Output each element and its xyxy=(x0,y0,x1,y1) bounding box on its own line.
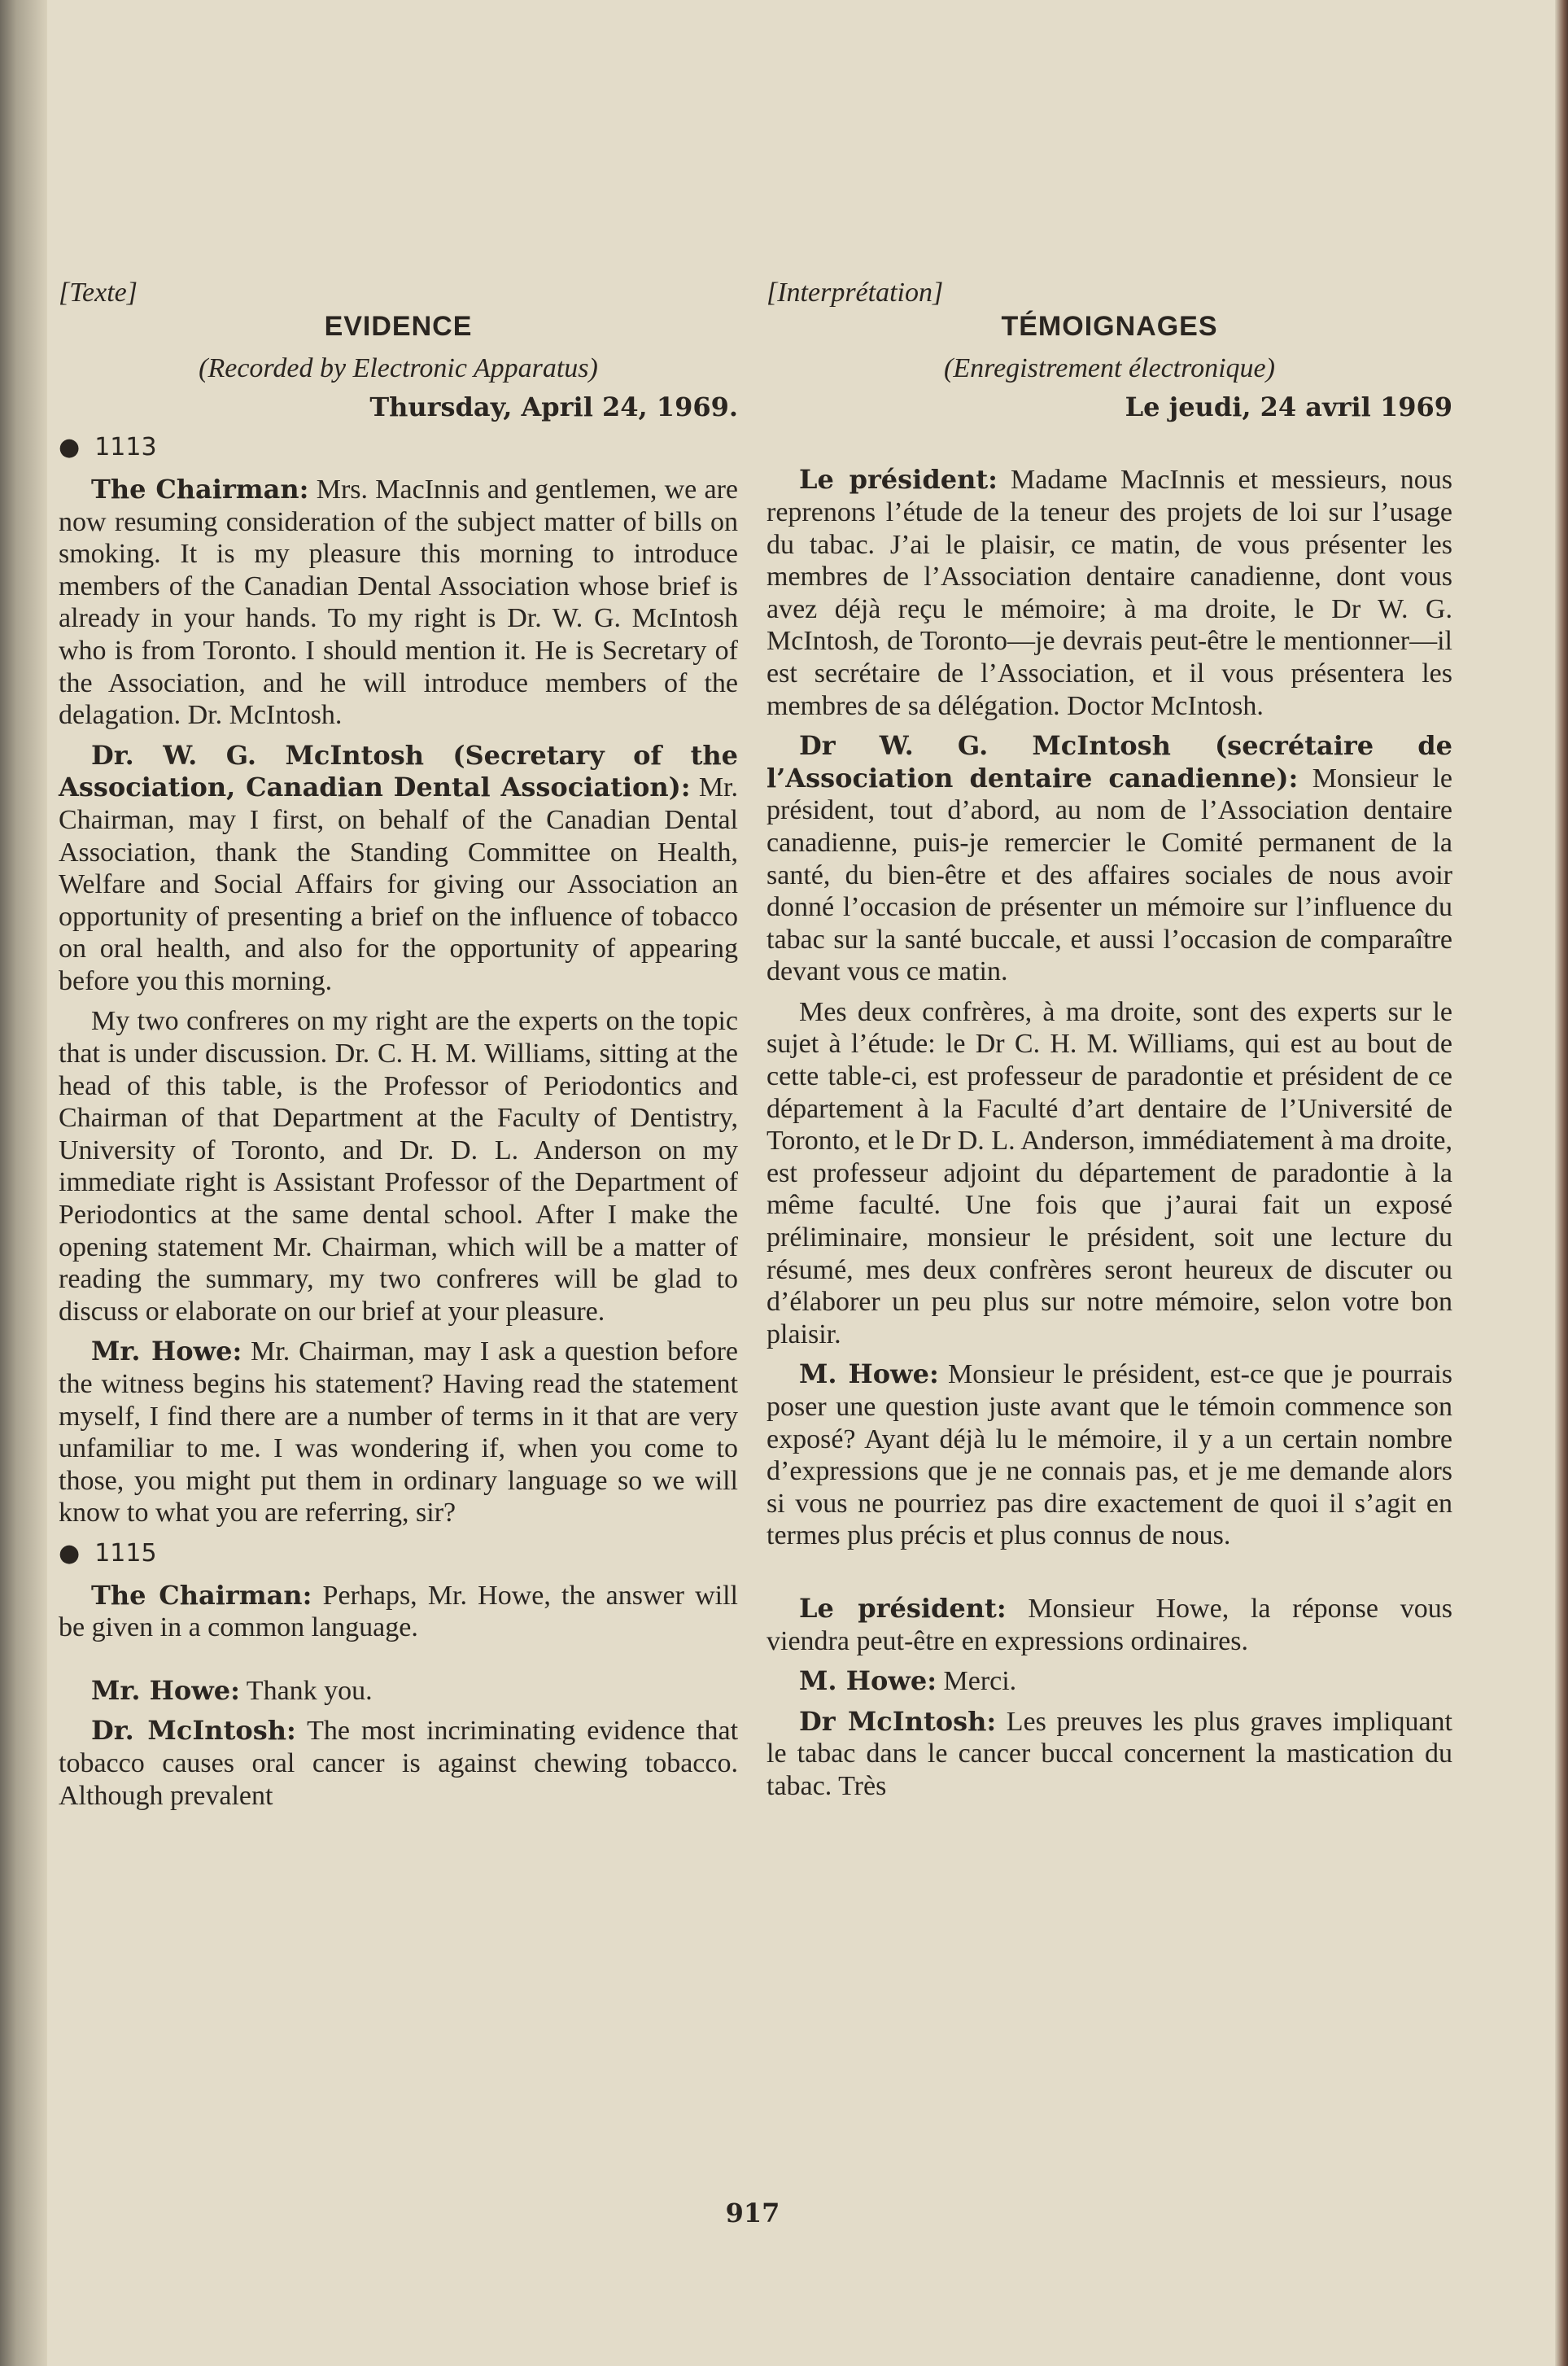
speech-text: Merci. xyxy=(937,1666,1017,1697)
spacer xyxy=(59,1652,738,1675)
spacer xyxy=(767,1560,1452,1593)
binding-shadow xyxy=(0,0,47,2366)
speech-text: Thank you. xyxy=(239,1675,373,1706)
section-subheading: (Enregistrement électronique) xyxy=(944,353,1275,384)
session-date: Thursday, April 24, 1969. xyxy=(369,391,738,422)
time-marker xyxy=(59,431,738,464)
speaker-name: Dr W. G. McIntosh (secrétaire de l’Association dentaire canadienne): xyxy=(767,730,1452,794)
english-column xyxy=(59,277,738,1820)
speech-paragraph xyxy=(767,1593,1452,1657)
speech-paragraph xyxy=(59,1005,738,1327)
speaker-name: Dr. W. G. McIntosh (Secretary of the Association, Canadian Dental Association): xyxy=(59,739,738,803)
speech-paragraph xyxy=(59,1580,738,1644)
text-tag: [Texte] xyxy=(59,278,138,308)
section-heading: TÉMOIGNAGES xyxy=(1001,310,1218,342)
speech-paragraph xyxy=(59,1675,738,1708)
speech-paragraph xyxy=(767,1665,1452,1698)
speaker-name: The Chairman: xyxy=(91,473,309,505)
speaker-name: M. Howe: xyxy=(799,1665,937,1697)
time-marker-value: 1113 xyxy=(94,433,157,462)
speaker-name: Le président: xyxy=(799,1592,1007,1624)
speech-paragraph xyxy=(59,1715,738,1812)
page-edge xyxy=(1555,0,1568,2366)
speaker-name: The Chairman: xyxy=(91,1579,312,1611)
speech-text: Perhaps, Mr. Howe, the answer will be given in a common language. xyxy=(59,1580,739,1643)
speech-text: Mr. Chairman, may I ask a question before the witness begins his statement? Having read the statement myself, I find there are a number of terms in it that are very unfamiliar to me. I was wondering if, when you come to those, you might put them in ordinary language so we will know to what you are referring, sir? xyxy=(59,1336,738,1528)
time-marker-value: 1115 xyxy=(94,1538,157,1568)
speaker-name: Mr. Howe: xyxy=(91,1336,242,1367)
speech-text: Monsieur le président, tout d’abord, au nom de l’Association dentaire canadienne, puis-je remercier le Comité permanent de la santé, du bien-être et des affaires sociales de nous avoir donné l’occasion de présenter un mémoire sur l’influence du tabac sur la santé buccale, et aussi l’occasion de comparaître devant vous ce matin. xyxy=(767,763,1452,987)
speech-paragraph xyxy=(59,474,738,732)
time-marker xyxy=(59,1537,738,1570)
page-number: 917 xyxy=(725,2198,780,2228)
speech-text: Monsieur le président, est-ce que je pourrais poser une question juste avant que le témoin commence son exposé? Ayant déjà lu le mémoire, il y a un certain nombre d’expressions que je ne connais pas, et je me demande alors si vous ne pourriez pas dire exactement de quoi il s’agit en termes plus précis et plus connus de nous. xyxy=(767,1359,1452,1551)
speaker-name: M. Howe: xyxy=(799,1358,939,1390)
text-tag: [Interprétation] xyxy=(767,278,944,308)
speech-paragraph xyxy=(767,730,1452,988)
speaker-name: Le président: xyxy=(799,464,998,496)
speech-text: Les preuves les plus graves impliquant le tabac dans le cancer buccal concernent la mastication du tabac. Très xyxy=(767,1706,1452,1801)
speech-text: Madame MacInnis et messieurs, nous reprenons l’étude de la teneur des projets de loi sur l’usage du tabac. J’ai le plaisir, ce matin, de vous présenter les membres de l’Association dentaire canadienne, dont vous avez déjà reçu le mémoire; à ma droite, le Dr W. G. McIntosh, de Toronto—je devrais peut-être le mentionner—il est secrétaire de l’Association, et il vous présentera les membres de sa délégation. Doctor McIntosh. xyxy=(767,465,1452,721)
french-column xyxy=(767,277,1452,1811)
session-date: Le jeudi, 24 avril 1969 xyxy=(1125,391,1452,422)
spacer xyxy=(767,431,1452,464)
speaker-name: Dr. McIntosh: xyxy=(91,1715,296,1747)
speech-paragraph xyxy=(59,740,738,998)
section-heading: EVIDENCE xyxy=(324,310,473,342)
speech-paragraph xyxy=(59,1336,738,1529)
speaker-name: Mr. Howe: xyxy=(91,1674,240,1706)
speech-text: Monsieur Howe, la réponse vous viendra peut-être en expressions ordinaires. xyxy=(767,1593,1453,1656)
speech-paragraph xyxy=(767,464,1452,722)
speech-text: My two confreres on my right are the experts on the topic that is under discussion. Dr. C. H. M. Williams, sitting at the head of this table, is the Professor of Periodontics and Chairman of that Department at the Faculty of Dentistry, University of Toronto, and Dr. D. L. Anderson on my immediate right is Assistant Professor of the Department of Periodontics at the same dental school. After I make the opening statement Mr. Chairman, which will be a matter of reading the summary, my two confreres will be glad to discuss or elaborate on our brief at your pleasure. xyxy=(59,1006,738,1327)
section-subheading: (Recorded by Electronic Apparatus) xyxy=(199,353,598,384)
speech-text: Mrs. MacInnis and gentlemen, we are now resuming consideration of the subject matter of bills on smoking. It is my pleasure this morning to introduce members of the Canadian Dental Association whose brief is already in your hands. To my right is Dr. W. G. McIntosh who is from Toronto. I should mention it. He is Secretary of the Association, and he will introduce members of the delagation. Dr. McIntosh. xyxy=(59,474,738,731)
speech-text: The most incriminating evidence that tobacco causes oral cancer is against chewing tobacco. Although prevalent xyxy=(59,1716,739,1811)
speech-paragraph xyxy=(767,996,1452,1351)
speech-paragraph xyxy=(767,1358,1452,1552)
bullet-icon: ● xyxy=(59,1538,81,1568)
speech-text: Mes deux confrères, à ma droite, sont des experts sur le sujet à l’étude: le Dr C. H. M. Williams, qui est au bout de cette table-ci, est professeur de paradontie et président de ce département à la Faculté d’art dentaire de l’Université de Toronto, et le Dr D. L. Anderson, immédiatement à ma droite, est professeur adjoint du département de paradontie à la même faculté. Une fois que j’aurai fait un exposé préliminaire, monsieur le président, soit une lecture du résumé, mes deux confrères seront heureux de discuter ou d’élaborer un peu plus sur notre mémoire, selon votre bon plaisir. xyxy=(767,996,1452,1349)
bullet-icon: ● xyxy=(59,433,81,462)
speech-text: Mr. Chairman, may I first, on behalf of the Canadian Dental Association, thank the Standing Committee on Health, Welfare and Social Affairs for giving our Association an opportunity of presenting a brief on the influence of tobacco on oral health, and also for the opportunity of appearing before you this morning. xyxy=(59,772,738,996)
speech-paragraph xyxy=(767,1706,1452,1803)
speaker-name: Dr McIntosh: xyxy=(799,1705,997,1737)
